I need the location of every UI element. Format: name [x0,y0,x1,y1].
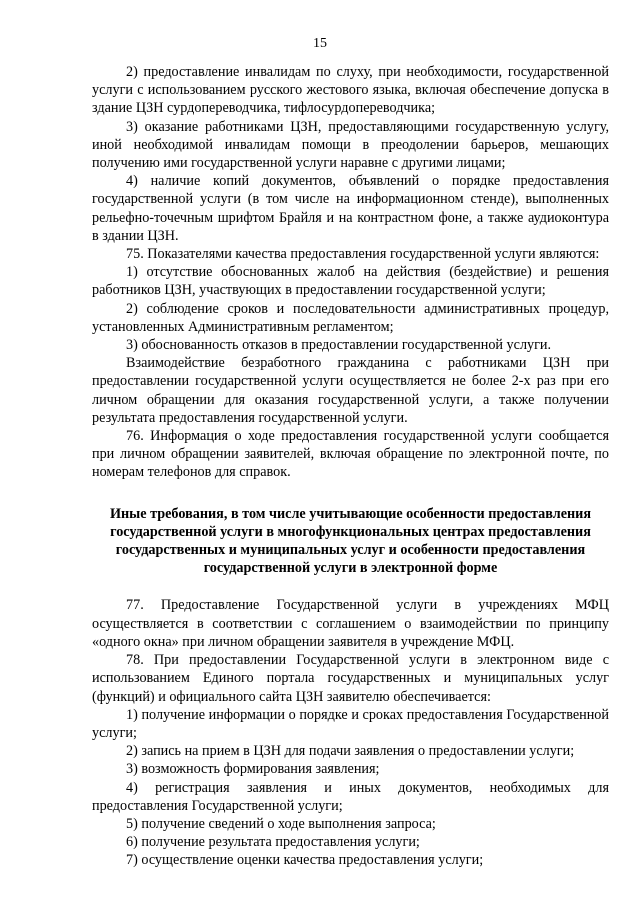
paragraph-78-item-1: 1) получение информации о порядке и сроках предоставления Государственной услуги; [92,706,609,741]
paragraph-75-quality-indicators: 75. Показателями качества предоставления государственной услуги являются: [126,246,600,263]
paragraph-78-electronic: 78. При предоставлении Государственной услуги в электронном виде с использованием Единого портала государственных и муниципальных услуг (функций) и официального сайта ЦЗН заявителю обеспечивается: [92,652,609,705]
page-number: 15 [313,36,327,51]
paragraph-78-item-7: 7) осуществление оценки качества предоставления услуги; [126,852,484,869]
document-body [92,63,609,870]
paragraph-78-item-4: 4) регистрация заявления и иных документов, необходимых для предоставления Государственной услуги; [92,779,609,814]
paragraph-75-item-1: 1) отсутствие обоснованных жалоб на действия (бездействие) и решения работников ЦЗН, участвующих в предоставлении государственной услуги; [92,264,609,299]
paragraph-item-3-staff-assistance: 3) оказание работниками ЦЗН, предоставляющими государственную услугу, иной необходимой инвалидам помощи в преодолении барьеров, мешающих получению ими государственной услуги наравне с другими лицами; [92,118,609,172]
paragraph-interaction: Взаимодействие безработного гражданина с работниками ЦЗН при предоставлении государственной услуги осуществляется не более 2-х раз при его личном обращении для оказания государственной услуги, а также получении результата предоставления государственной услуги. [92,355,609,426]
paragraph-75-item-3: 3) обоснованность отказов в предоставлении государственной услуги. [126,337,552,354]
paragraph-item-2-sign-language: 2) предоставление инвалидам по слуху, при необходимости, государственной услуги с использованием русского жестового языка, включая обеспечение допуска в здание ЦЗН сурдопереводчика, тифлосурдопереводчика; [92,64,609,117]
paragraph-76-information: 76. Информация о ходе предоставления государственной услуги сообщается при личном обращении заявителей, включая обращение по электронной почте, по номерам телефонов для справок. [92,428,609,481]
paragraph-78-item-2: 2) запись на прием в ЦЗН для подачи заявления о предоставлении услуги; [126,743,575,760]
paragraph-item-4-braille-copies: 4) наличие копий документов, объявлений о порядке предоставления государственной услуги (в том числе на информационном стенде), выполненных рельефно-точечным шрифтом Брайля и на контрастном фоне, а также аудиоконтура в здании ЦЗН. [92,173,609,244]
paragraph-75-item-2: 2) соблюдение сроков и последовательности административных процедур, установленных Административным регламентом; [92,300,609,335]
paragraph-78-item-5: 5) получение сведений о ходе выполнения запроса; [126,815,436,832]
section-heading: Иные требования, в том числе учитывающие особенности предоставления государственной услуги в многофункциональных центрах предоставления государственных и муниципальных услуг и особенности предоставления государственной услуги в электронной форме [109,505,592,577]
paragraph-78-item-3: 3) возможность формирования заявления; [126,761,380,778]
paragraph-77-mfc: 77. Предоставление Государственной услуги в учреждениях МФЦ осуществляется в соответствии с соглашением о взаимодействии по принципу «одного окна» при личном обращении заявителя в учреждение МФЦ. [92,597,609,650]
paragraph-78-item-6: 6) получение результата предоставления услуги; [126,834,420,851]
